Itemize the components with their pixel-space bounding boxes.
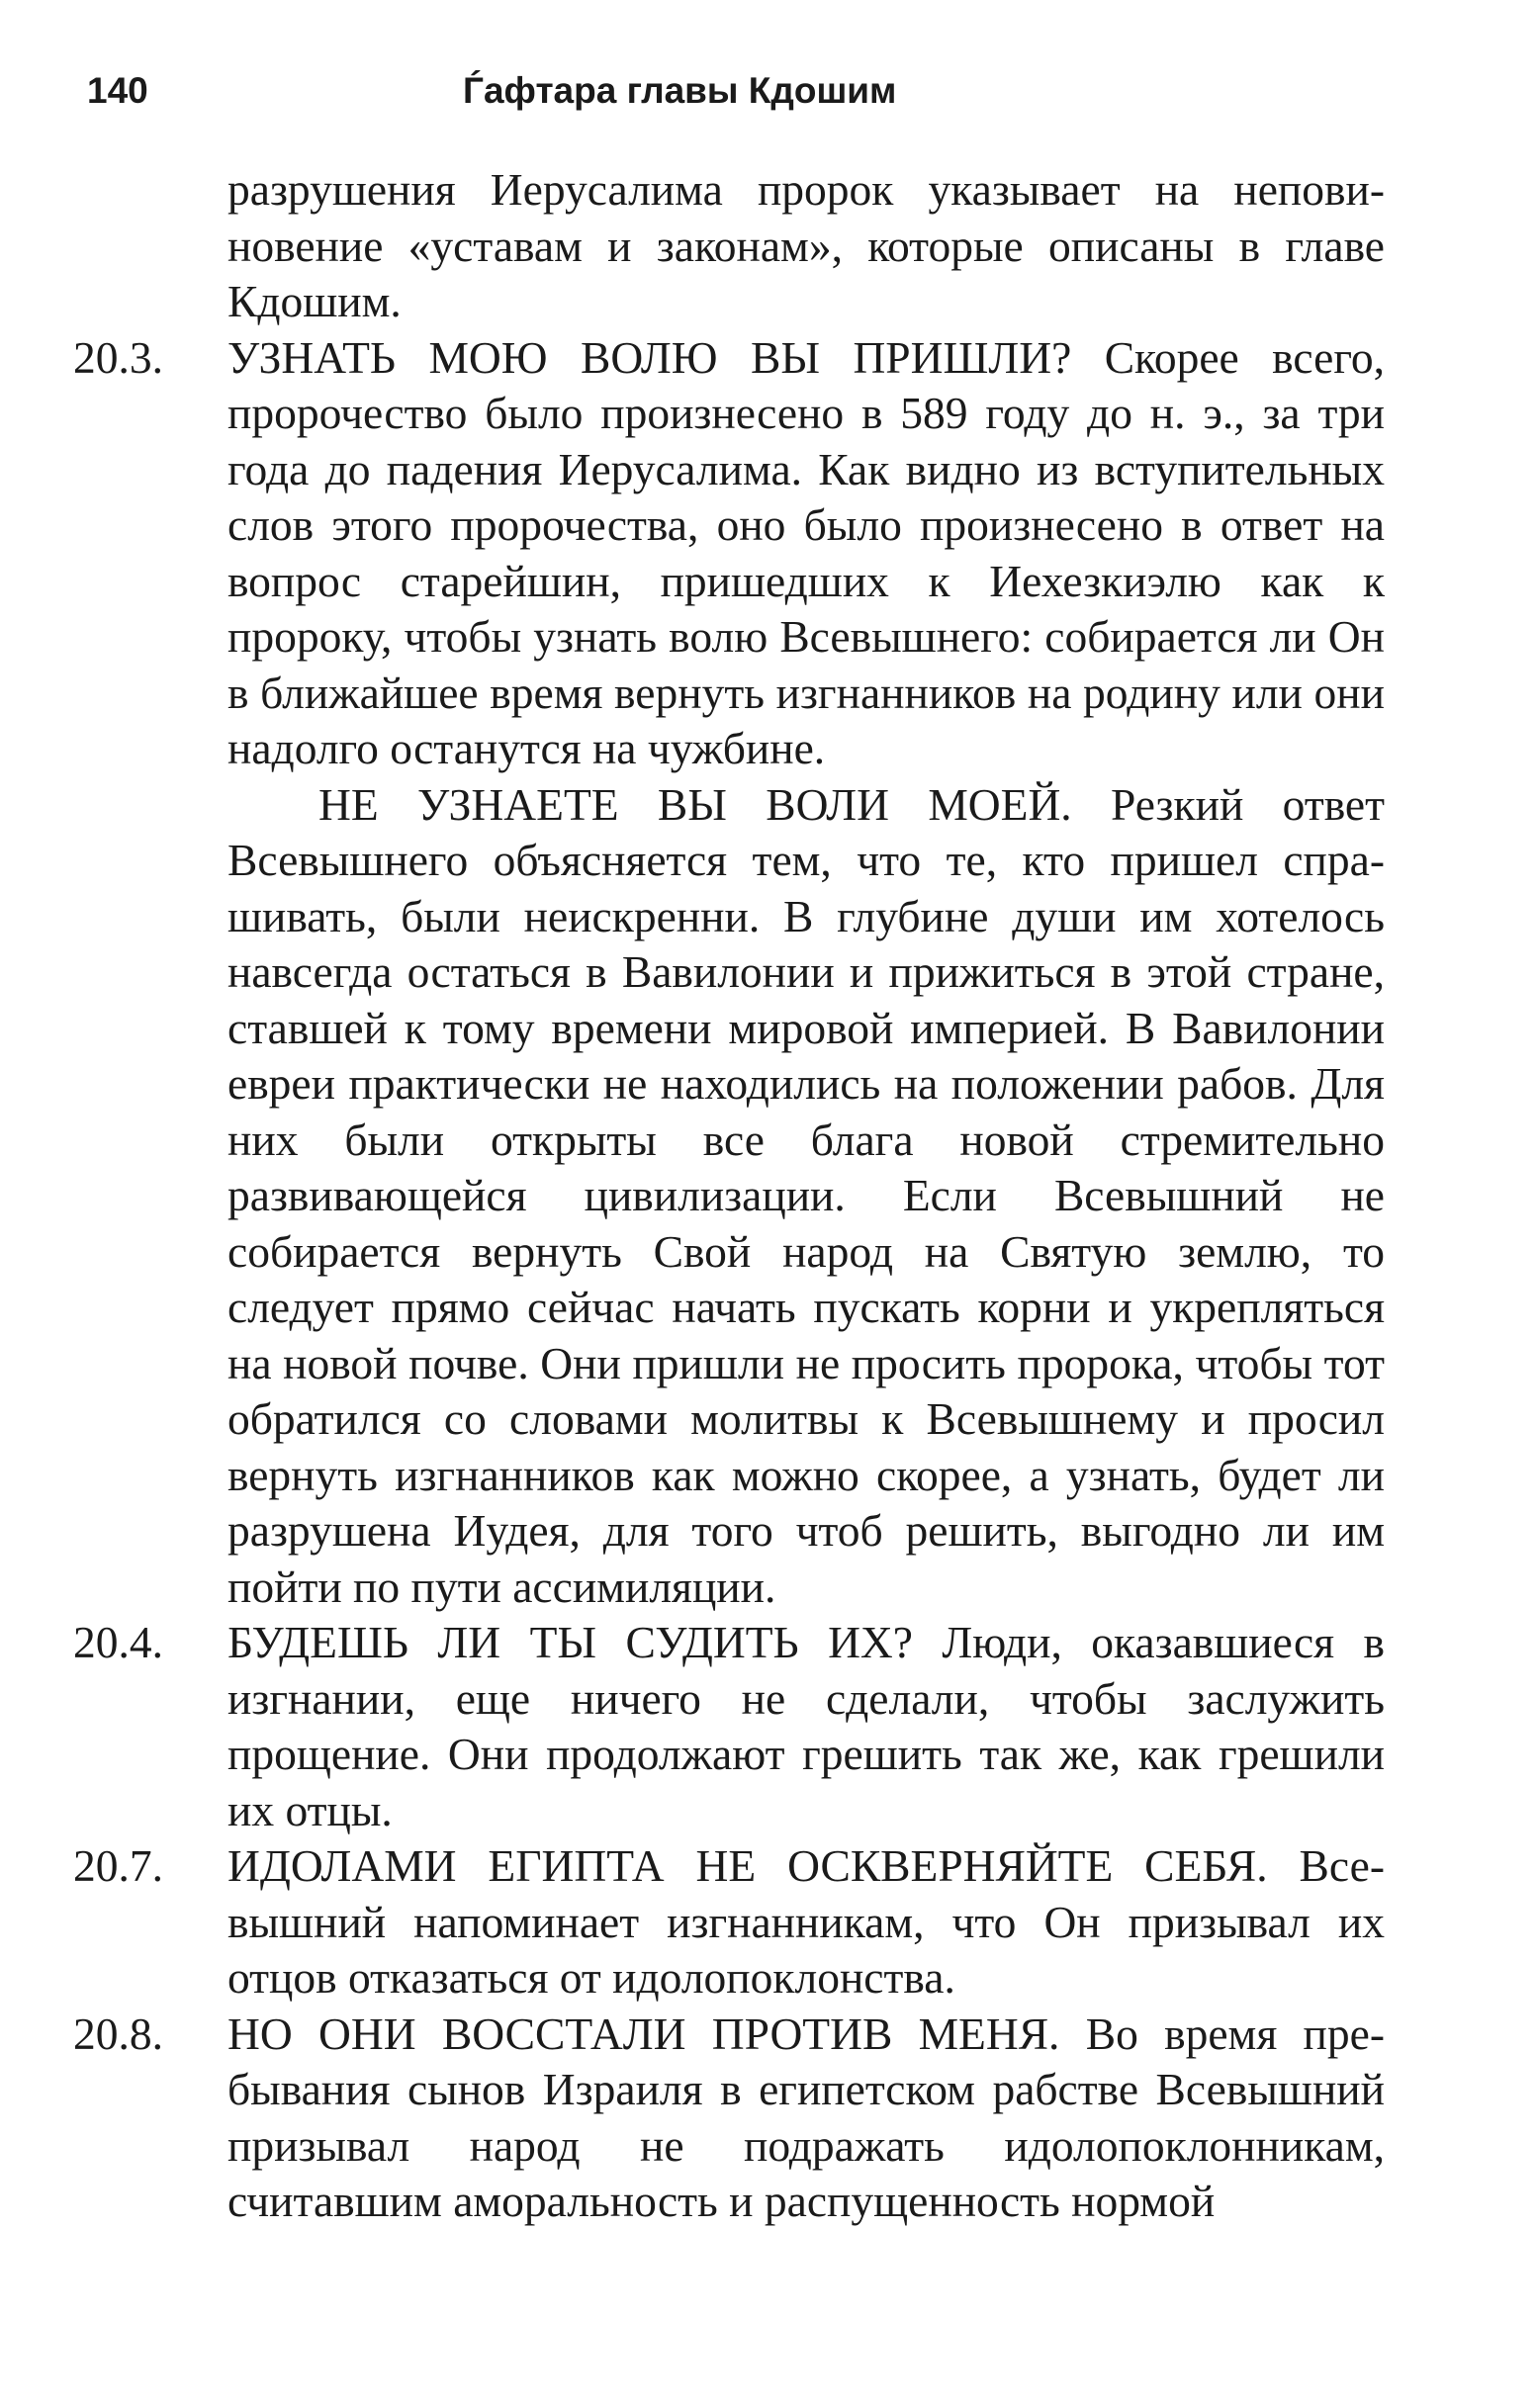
paragraph-text: ИДОЛАМИ ЕГИПТА НЕ ОСКВЕРНЯЙТЕ СЕБЯ. Всевышний напоминает изгнанникам, что Он призывал их отцов отказаться от идолопоклонства. — [227, 1840, 1385, 2003]
body-text — [73, 162, 1385, 2230]
paragraph-continuation — [73, 162, 1385, 330]
paragraph-text: разрушения Иерусалима пророк указывает на неповиновение «уставам и законам», которые описаны в главе Кдошим. — [227, 164, 1385, 326]
commentary-20-3-continued — [73, 777, 1385, 1616]
verse-number: 20.7. — [73, 1840, 163, 1891]
page-number: 140 — [87, 70, 148, 111]
paragraph-text: БУДЕШЬ ЛИ ТЫ СУДИТЬ ИХ? Люди, оказавшиеся в изгнании, еще ничего не сделали, чтобы заслужить прощение. Они продолжают грешить так же, как грешили их отцы. — [227, 1617, 1385, 1835]
verse-number: 20.8. — [73, 2007, 163, 2059]
paragraph-text: НЕ УЗНАЕТЕ ВЫ ВОЛИ МОЕЙ. Резкий ответ Всевышнего объясняется тем, что те, кто пришел спрашивать, были неискренни. В глубине души им хотелось навсегда остаться в Вавилонии и прижиться в этой стране, ставшей к тому времени мировой империей. В Вавилонии евреи практически не находились на положении рабов. Для них были открыты все блага новой стремительно развивающейся цивилизации. Если Всевышний не собирается вернуть Свой народ на Святую землю, то следует прямо сейчас начать пускать корни и укрепляться на новой почве. Они пришли не просить пророка, чтобы тот обратился со словами молитвы к Всевышнему и просил вернуть изгнанников как можно скорее, а узнать, будет ли разрушена Иудея, для того чтоб решить, выгодно ли им пойти по пути ассимиляции. — [227, 778, 1385, 1612]
running-head — [87, 61, 1373, 121]
commentary-20-3 — [73, 330, 1385, 777]
commentary-20-8 — [73, 2007, 1385, 2230]
running-title: Ѓафтара главы Кдошим — [463, 70, 897, 111]
commentary-20-7 — [73, 1838, 1385, 2007]
commentary-20-4 — [73, 1615, 1385, 1838]
paragraph-text: УЗНАТЬ МОЮ ВОЛЮ ВЫ ПРИШЛИ? Скорее всего, пророчество было произнесено в 589 году до н. э., за три года до падения Иерусалима. Как видно из вступительных слов этого пророчества, оно было произнесено в ответ на вопрос старейшин, пришедших к Иехезкиэлю как к пророку, чтобы узнать волю Всевышнего: собирается ли Он в ближайшее время вернуть изгнанников на родину или они надолго останутся на чужбине. — [227, 331, 1385, 773]
verse-number: 20.3. — [73, 331, 163, 383]
paragraph-text: НО ОНИ ВОССТАЛИ ПРОТИВ МЕНЯ. Во время пребывания сынов Израиля в египетском рабстве Всевышний призывал народ не подражать идолопоклонникам, считавшим аморальность и распущенность нормой — [227, 2007, 1385, 2226]
verse-number: 20.4. — [73, 1617, 163, 1667]
